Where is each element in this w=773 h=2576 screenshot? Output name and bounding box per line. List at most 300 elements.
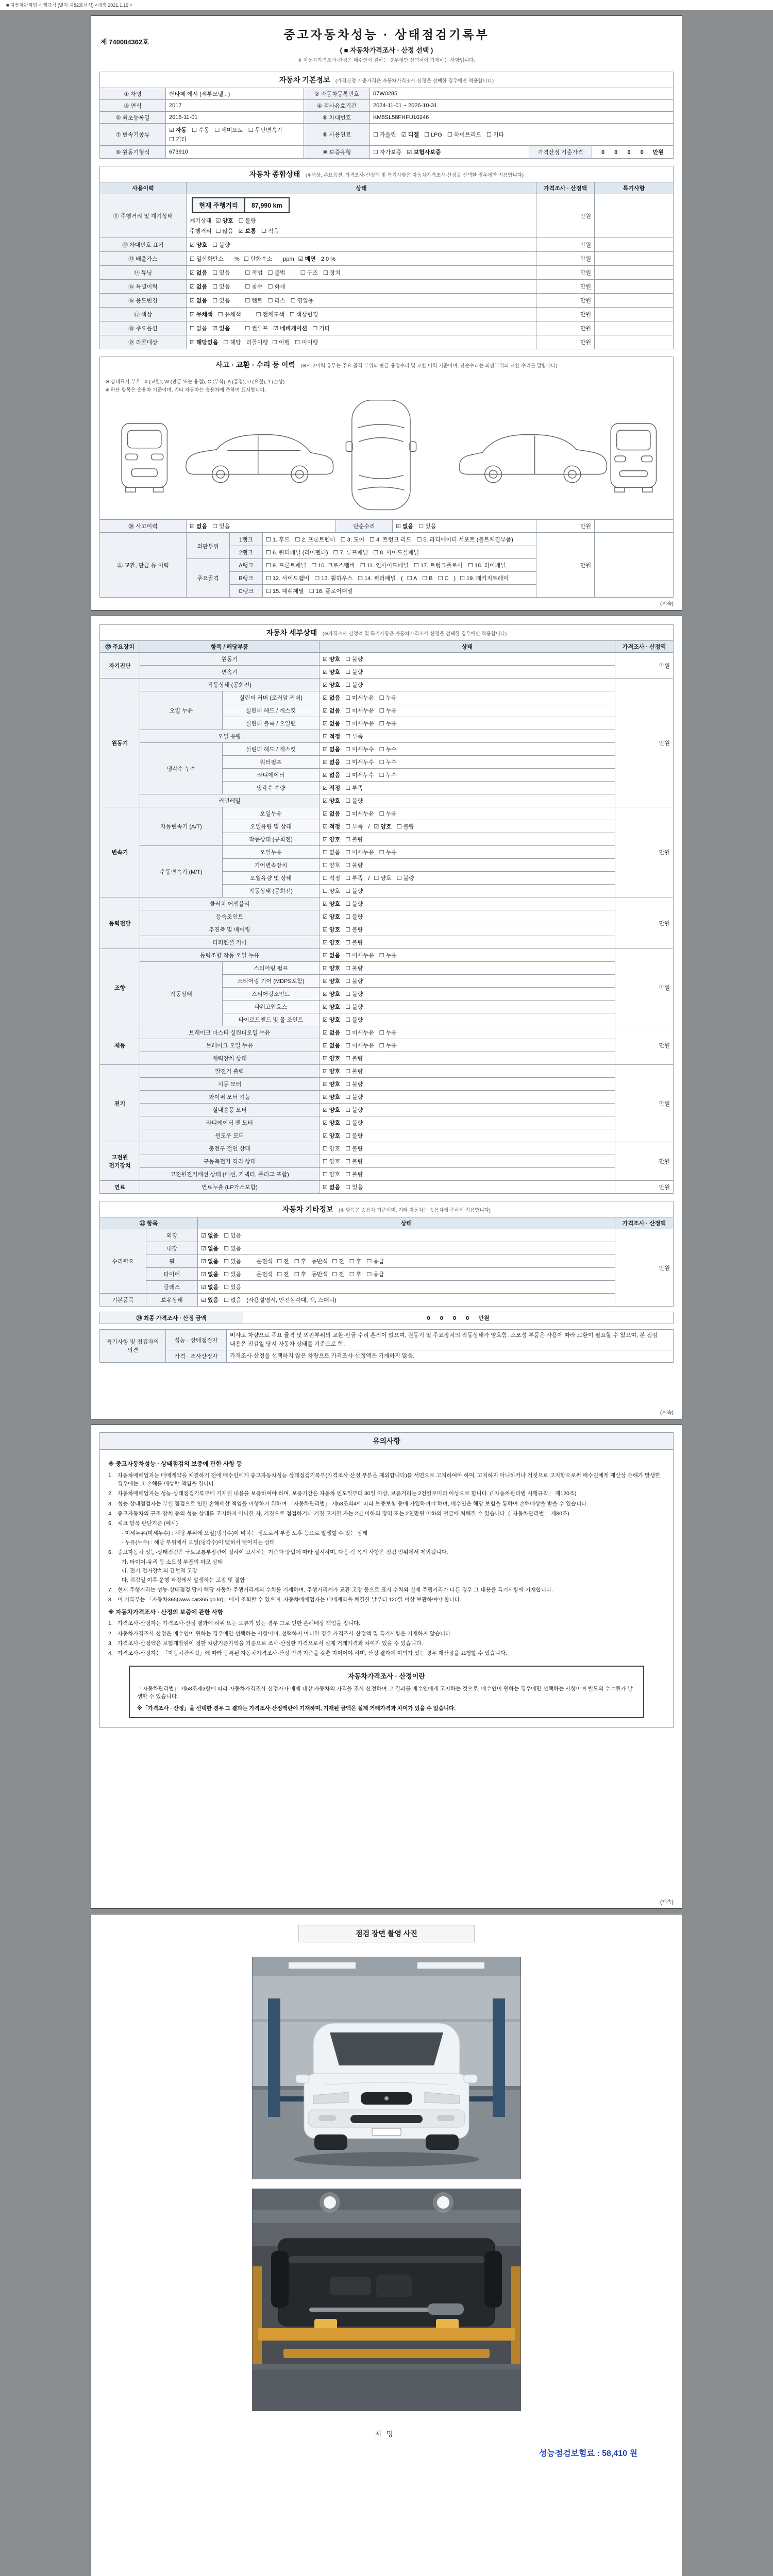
checkbox-option[interactable]: ☐ 후 [349, 1272, 362, 1278]
checkbox-option[interactable]: ☑ 양호 [323, 837, 341, 843]
checkbox-option[interactable]: ☐ 누수 [379, 747, 397, 753]
checkbox-option[interactable]: ☑ 없음 [323, 953, 341, 959]
checkbox-option[interactable]: ☑ 양호 [323, 656, 341, 663]
checkbox-option[interactable]: ☐ 14. 필러패널 [358, 575, 396, 582]
subitem-cell: 라디에이터 [223, 769, 320, 782]
etc-item-label: 외장 [146, 1229, 198, 1242]
car-rear-view [611, 423, 656, 492]
checkbox-option[interactable]: ☐ 미세누유 [345, 850, 374, 856]
checkbox-option[interactable]: ☐ 불량 [345, 927, 363, 933]
insurance-fee [99, 2438, 674, 2459]
subitem-cell: 냉각수 수량 [223, 782, 320, 794]
item-cell: 수동변속기 (M/T) [140, 846, 223, 897]
checkbox-option[interactable]: ☐ 무단변속기 [248, 127, 282, 133]
checkbox-option[interactable]: ☑ 양호 [323, 914, 341, 920]
accident-history-row [100, 520, 674, 533]
opinion-table [99, 1329, 674, 1363]
checkbox-option[interactable]: ☐ 부족 [345, 734, 363, 740]
checkbox-option[interactable]: ☐ 불량 [345, 1017, 363, 1023]
checkbox-option[interactable]: ☑ 양호 [190, 242, 208, 248]
checkbox-option[interactable]: ☐ 있음 [224, 1284, 242, 1291]
detail-row [100, 936, 674, 949]
checkbox-option[interactable]: ☑ 양호 [323, 1056, 341, 1062]
checkbox-option[interactable]: ☐ 있음 [224, 1246, 242, 1252]
checkbox-option[interactable]: ☐ 응급 [366, 1259, 384, 1265]
rankA-options [263, 559, 536, 572]
checkbox-option[interactable]: ☐ 불량 [345, 1069, 363, 1075]
checkbox-option[interactable]: ☐ 있음 [418, 523, 436, 530]
status-text: 주행거리 [190, 228, 212, 234]
checkbox-option[interactable]: ☐ 장치 [323, 270, 341, 276]
accident-history-options [187, 520, 336, 533]
checkbox-option[interactable]: ☐ 불량 [345, 1004, 363, 1010]
special-note-cell [595, 520, 674, 533]
checkbox-option[interactable]: ☐ 누유 [379, 1030, 397, 1036]
checkbox-option[interactable]: ☐ 양호 [374, 875, 392, 882]
subitem-cell: 파워고압호스 [223, 1001, 320, 1013]
checkbox-option[interactable]: ☑ 없음 [190, 284, 208, 290]
checkbox-option[interactable]: ☐ 불량 [212, 242, 230, 248]
checkbox-option[interactable]: ☑ 없음 [201, 1259, 219, 1265]
checkbox-option[interactable]: ☐ 자가보증 [373, 149, 402, 156]
checkbox-option[interactable]: ☑ 매연 [298, 256, 316, 262]
item-cell: 충전구 절연 상태 [140, 1142, 320, 1155]
checkbox-option[interactable]: ☐ 세미오토 [214, 127, 243, 133]
checkbox-option[interactable]: ☐ 6. 쿼터패널 (리어펜더) [266, 550, 328, 556]
checkbox-option[interactable]: ☐ 3. 도어 [340, 537, 365, 543]
checkbox-option[interactable]: ☐ 불량 [345, 1094, 363, 1100]
detail-header-row [100, 641, 674, 653]
etc-item-label: 내장 [146, 1242, 198, 1255]
subitem-cell: 실린더 헤드 / 개스킷 [223, 743, 320, 756]
etc-row [100, 1229, 674, 1242]
checkbox-option[interactable]: ☑ 없음 [323, 1030, 341, 1036]
checkbox-option[interactable]: ☐ 불량 [345, 837, 363, 843]
status-cell [320, 1091, 615, 1104]
checkbox-option[interactable]: ☐ 구조 [300, 270, 318, 276]
checkbox-option[interactable]: ☐ 8. 사이드실패널 [373, 550, 419, 556]
item-cell: 디퍼렌셜 기어 [140, 936, 320, 949]
checkbox-option[interactable]: ☐ 불량 [345, 901, 363, 907]
checkbox-option[interactable]: ☐ 영업용 [290, 298, 314, 304]
checkbox-option[interactable]: ☐ 적정 [323, 875, 341, 882]
car-name-value: 싼타페 에서 (세부모델 : ) [166, 88, 304, 100]
checkbox-option[interactable]: ☐ 불량 [345, 798, 363, 804]
checkbox-option[interactable]: ☐ 있음 [224, 1233, 242, 1239]
checkbox-option[interactable]: ☐ 색상변경 [290, 312, 318, 318]
checkbox-option[interactable]: ☑ 양호 [323, 901, 341, 907]
checkbox-option[interactable]: ☐ 불량 [345, 1056, 363, 1062]
checkbox-option[interactable]: ☐ 1. 후드 [266, 537, 290, 543]
checkbox-option[interactable]: ☐ 불량 [396, 875, 414, 882]
checkbox-option[interactable]: ☐ 누수 [379, 772, 397, 778]
checkbox-option[interactable]: ☑ 있음 [212, 326, 230, 332]
checkbox-option[interactable]: ☐ 부족 [345, 824, 363, 830]
checkbox-option[interactable]: ☑ 양호 [323, 1107, 341, 1113]
checkbox-option[interactable]: ☐ 미이행 [295, 340, 318, 346]
exchange-repair-table [99, 533, 674, 598]
checkbox-option[interactable]: ☐ 불량 [345, 1081, 363, 1088]
checkbox-option[interactable]: ☐ 누유 [379, 695, 397, 701]
checkbox-option[interactable]: ☐ 기타 [169, 137, 187, 143]
checkbox-option[interactable]: ☐ 불법 [267, 270, 285, 276]
checkbox-option[interactable]: ☐ C [438, 575, 449, 582]
status-cell [320, 691, 615, 704]
checkbox-option[interactable]: ☐ 불량 [345, 1159, 363, 1165]
checkbox-option[interactable]: ☑ 양호 [323, 798, 341, 804]
checkbox-option[interactable]: ☐ 5. 라디에이터 서포트 (볼트체결부품) [416, 537, 513, 543]
price-cell: 만원 [615, 1065, 674, 1142]
checkbox-option[interactable]: ☐ 7. 루프패널 [333, 550, 368, 556]
checkbox-option[interactable]: ☐ 미세누수 [345, 759, 374, 766]
checkbox-option[interactable]: ☐ 불량 [345, 965, 363, 972]
checkbox-option[interactable]: ☑ 없음 [323, 747, 341, 753]
status-cell [320, 769, 615, 782]
checkbox-option[interactable]: ☐ 있음 [212, 523, 230, 530]
etc-header-row [100, 1217, 674, 1229]
etc-info-table [99, 1217, 674, 1307]
checkbox-option[interactable]: ☐ 누유 [379, 850, 397, 856]
checkbox-option[interactable]: ☑ 없음 [190, 523, 208, 530]
checkbox-option[interactable]: ☐ 있음 [212, 298, 230, 304]
checkbox-option[interactable]: ☑ 양호 [323, 682, 341, 688]
checkbox-option[interactable]: ☐ 10. 크로스멤버 [311, 563, 355, 569]
document-header [99, 23, 674, 64]
detail-row [100, 1155, 674, 1168]
checkbox-option[interactable]: ☐ 불량 [345, 669, 363, 675]
item-cell: 발전기 출력 [140, 1065, 320, 1078]
inspector-label: 성능 · 상태점검자 [166, 1330, 227, 1350]
vin-value: KM8SL58FHFU10246 [370, 112, 674, 124]
checkbox-option[interactable]: ☐ 후 [349, 1259, 362, 1265]
checkbox-option[interactable]: ☐ 전 [277, 1259, 289, 1265]
checkbox-option[interactable]: ☐ 있음 [224, 1272, 242, 1278]
checkbox-option[interactable]: ☐ 2. 프론트펜더 [295, 537, 335, 543]
etc-item-options [198, 1281, 615, 1294]
checkbox-option[interactable]: ☑ 없음 [323, 811, 341, 817]
etc-item-label: 글래스 [146, 1281, 198, 1294]
field-label: ② 자동차등록번호 [304, 88, 370, 100]
checkbox-option[interactable]: ☑ 양호 [323, 927, 341, 933]
checkbox-option[interactable]: ☑ 적정 [323, 734, 341, 740]
notice-subitem: 나. 전기·전자장치의 간헐적 고장 [122, 1568, 198, 1574]
checkbox-option[interactable]: ☑ 없음 [190, 298, 208, 304]
pricing-definition-text: 「자동차관리법」 제58조제3항에 따라 자동차가격조사·산정자가 매매 대상 자동차의 가격을 조사·산정하여 그 결과를 매수인에게 고지하는 것으로, 매수인이 원하는 경우에만 선택하는 사항이며 별도의 수수료가 발생할 수 있습니다. [137, 1685, 633, 1700]
document-wrap [91, 15, 682, 2576]
checkbox-option[interactable]: ☑ 없음 [323, 1184, 341, 1191]
checkbox-option[interactable]: ☐ 4. 트렁크 리드 [369, 537, 412, 543]
checkbox-option[interactable]: ☐ 9. 프론트패널 [266, 563, 307, 569]
checkbox-option[interactable]: ☐ 기타 [486, 132, 505, 138]
checkbox-option[interactable]: ☑ 없음 [323, 759, 341, 766]
subitem-cell: 오일유량 및 상태 [223, 820, 320, 833]
checkbox-option[interactable]: ☐ 18. 리어패널 [467, 563, 506, 569]
checkbox-option[interactable]: ☐ 16. 플로어패널 [309, 588, 353, 595]
appraiser-opinion-text: 가격조사·산정을 선택하지 않은 차량으로 가격조사·산정액은 기재하지 않음. [227, 1350, 674, 1363]
checkbox-option[interactable]: ☐ 하이브리드 [447, 132, 481, 138]
checkbox-option[interactable]: ☐ 양호 [323, 862, 341, 869]
checkbox-option[interactable]: ☐ 미세누유 [345, 811, 374, 817]
checkbox-option[interactable]: ☑ 양호 [323, 978, 341, 985]
checkbox-option[interactable]: ☑ 양호 [215, 218, 233, 224]
checkbox-option[interactable]: ☑ 보통 [238, 228, 256, 234]
checkbox-option[interactable]: ☐ 있음 [345, 1184, 363, 1191]
model-year-value: 2017 [166, 100, 304, 112]
checkbox-option[interactable]: ☑ 해당없음 [190, 340, 219, 346]
price-cell: 만원 [536, 266, 595, 280]
notice-item [108, 1489, 665, 1498]
status-text: ppm [277, 256, 294, 262]
checkbox-option[interactable]: ☑ 없음 [323, 772, 341, 778]
checkbox-option[interactable]: ☐ 미세누유 [345, 695, 374, 701]
device-group-cell: 자기진단 [100, 653, 140, 679]
checkbox-option[interactable]: ☑ 양호 [323, 1069, 341, 1075]
checkbox-option[interactable]: ☑ 자동 [169, 127, 187, 133]
etc-row [100, 1242, 674, 1255]
checkbox-option[interactable]: ☑ 없음 [396, 523, 414, 530]
checkbox-option[interactable]: ☑ 양호 [323, 991, 341, 997]
checkbox-option[interactable]: ☐ 12. 사이드멤버 [266, 575, 310, 582]
field-label: ⑦ 변속기종류 [100, 124, 166, 146]
status-cell [320, 1129, 615, 1142]
checkbox-option[interactable]: ☐ 전체도색 [256, 312, 285, 318]
notice-item [108, 1630, 665, 1638]
checkbox-option[interactable]: ☐ 적음 [261, 228, 279, 234]
section-accident-title: 사고 · 교환 · 수리 등 이력 [215, 361, 295, 369]
status-line [190, 309, 533, 319]
status-cell [320, 975, 615, 988]
photo-section-title: 점검 장면 촬영 사진 [298, 1925, 475, 1942]
etc-item-label: 휠 [146, 1255, 198, 1268]
column-header: 특기사항 [595, 182, 674, 194]
checkbox-option[interactable]: ☑ 양호 [374, 824, 392, 830]
detail-row [100, 653, 674, 666]
status-cell [320, 1026, 615, 1039]
special-note-cell [595, 308, 674, 321]
detail-row [100, 807, 674, 820]
checkbox-option[interactable]: ☐ 11. 인사이드패널 [360, 563, 409, 569]
checkbox-option[interactable]: ☐ 누수 [379, 759, 397, 766]
checkbox-option[interactable]: ☑ 디젤 [401, 132, 419, 138]
checkbox-option[interactable]: ☐ 불량 [238, 218, 256, 224]
notice-item-number: 1. [108, 1620, 113, 1627]
checkbox-option[interactable]: ☑ 양호 [323, 1133, 341, 1139]
mileage-callout [192, 197, 290, 213]
checkbox-option[interactable]: ☑ 없음 [201, 1233, 219, 1239]
checkbox-option[interactable]: ☐ 있음 [212, 284, 230, 290]
checkbox-option[interactable]: ☑ 없음 [190, 270, 208, 276]
checkbox-option[interactable]: ☑ 양호 [323, 669, 341, 675]
checkbox-option[interactable]: ☐ 미세누유 [345, 721, 374, 727]
checkbox-option[interactable]: ☐ 미세누유 [345, 1043, 374, 1049]
basic-items-state-label: 보유상태 [146, 1294, 198, 1307]
checkbox-option[interactable]: ☐ 양호 [323, 1172, 341, 1178]
opinion-row [100, 1330, 674, 1350]
checkbox-option[interactable]: ☐ 응급 [366, 1272, 384, 1278]
status-cell [320, 1078, 615, 1091]
status-cell [320, 704, 615, 717]
base-price-digits: 0 0 0 0 [601, 149, 648, 156]
section-accident-note: (※사고이력 유무는 주요 골격 부위의 판금·용접수리 및 교환 이력 기준이며, 단순수리는 외판부위의 교환·수리를 말합니다) [300, 363, 558, 369]
checkbox-option[interactable]: ☐ 13. 휠하우스 [314, 575, 353, 582]
checkbox-option[interactable]: ☐ 전 [277, 1272, 289, 1278]
checkbox-option[interactable]: ☐ 이행 [272, 340, 290, 346]
basic-info-table [99, 88, 674, 159]
checkbox-option[interactable]: ☐ 불량 [345, 1120, 363, 1126]
checkbox-option[interactable]: ☐ 양호 [323, 1159, 341, 1165]
checkbox-option[interactable]: ☐ 불량 [345, 682, 363, 688]
checkbox-option[interactable]: ☑ 없음 [323, 695, 341, 701]
checkbox-option[interactable]: ☐ 미세누유 [345, 1030, 374, 1036]
item-label-cell: ⑪ 주행거리 및 계기상태 [100, 194, 187, 238]
rankC-options [263, 585, 536, 598]
checkbox-option[interactable]: ☑ 없음 [201, 1272, 219, 1278]
checkbox-option[interactable]: ☑ 양호 [323, 1017, 341, 1023]
checkbox-option[interactable]: ☐ 있음 [212, 270, 230, 276]
checkbox-option[interactable]: ☐ A [407, 575, 417, 582]
checkbox-option[interactable]: ☐ 없음 [323, 850, 341, 856]
checkbox-option[interactable]: ☐ 유채색 [217, 312, 241, 318]
checkbox-option[interactable]: ☐ 적법 [245, 270, 263, 276]
checkbox-option[interactable]: ☐ 불량 [345, 1133, 363, 1139]
checkbox-option[interactable]: ☐ 불량 [345, 978, 363, 985]
final-price-table [99, 1312, 674, 1324]
item-label-cell: ⑰ 색상 [100, 308, 187, 321]
price-cell: 만원 [536, 194, 595, 238]
checkbox-option[interactable]: ☐ 침수 [245, 284, 263, 290]
notice-item-number: 3. [108, 1640, 113, 1647]
checkbox-option[interactable]: ☐ 불량 [345, 1107, 363, 1113]
checkbox-option[interactable]: ☐ 부족 [345, 785, 363, 791]
checkbox-option[interactable]: ☐ 양호 [323, 1146, 341, 1152]
price-cell: 만원 [615, 653, 674, 679]
etc-row [100, 1268, 674, 1281]
checkbox-option[interactable]: ☑ 양호 [323, 940, 341, 946]
checkbox-option[interactable]: ☐ B [422, 575, 433, 582]
special-note-cell [595, 238, 674, 252]
checkbox-option[interactable]: ☑ 양호 [323, 1094, 341, 1100]
item-cell: 구동축전지 격리 상태 [140, 1155, 320, 1168]
checkbox-option[interactable]: ☐ 후 [294, 1259, 307, 1265]
checkbox-option[interactable]: ☐ 미세누유 [345, 953, 374, 959]
form-reference-strip [0, 0, 773, 10]
checkbox-option[interactable]: ☐ LPG [424, 132, 442, 138]
special-note-cell [595, 321, 674, 335]
checkbox-option[interactable]: ☑ 적정 [323, 785, 341, 791]
checkbox-option[interactable]: ☑ 무채색 [190, 312, 213, 318]
checkbox-option[interactable]: ☐ 없음 [190, 326, 208, 332]
checkbox-option[interactable]: ☐ 후 [294, 1272, 307, 1278]
checkbox-option[interactable]: ☐ 불량 [345, 656, 363, 663]
notice-item [108, 1619, 665, 1628]
checkbox-option[interactable]: ☑ 보험사보증 [407, 149, 441, 156]
checkbox-option[interactable]: ☐ 전 [332, 1259, 344, 1265]
detail-row [100, 1078, 674, 1091]
checkbox-option[interactable]: ☑ 양호 [323, 1004, 341, 1010]
price-cell: 만원 [536, 321, 595, 335]
checkbox-option[interactable]: ☑ 있음 [201, 1297, 219, 1303]
checkbox-option[interactable]: ☐ 불량 [345, 1146, 363, 1152]
checkbox-option[interactable]: ☐ 15. 대쉬패널 [266, 588, 304, 595]
checkbox-option[interactable]: ☐ 렌트 [245, 298, 263, 304]
checkbox-option[interactable]: ☐ 불량 [345, 888, 363, 894]
checkbox-option[interactable]: ☑ 네비게이션 [273, 326, 308, 332]
subitem-cell: 기어변속장치 [223, 859, 320, 872]
item-cell: 변속기 [140, 666, 320, 679]
item-cell: 배력장치 상태 [140, 1052, 320, 1065]
detail-row [100, 1065, 674, 1078]
checkbox-option[interactable]: ☐ 불량 [345, 914, 363, 920]
checkbox-option[interactable]: ☐ 수동 [192, 127, 210, 133]
checkbox-option[interactable]: ☐ 불량 [345, 862, 363, 869]
checkbox-option[interactable]: ☐ 누유 [379, 721, 397, 727]
basic-row [100, 112, 674, 124]
checkbox-option[interactable]: ☐ 불량 [345, 991, 363, 997]
checkbox-option[interactable]: ☐ 썬루프 [245, 326, 268, 332]
item-cell: 오일 유량 [140, 730, 320, 743]
checkbox-option[interactable]: ☐ 미세누수 [345, 772, 374, 778]
checkbox-option[interactable]: ☐ 없음 [224, 1297, 242, 1303]
checkbox-option[interactable]: ☑ 없음 [201, 1246, 219, 1252]
checkbox-option[interactable]: ☐ 있음 [224, 1259, 242, 1265]
accident-diagram-box [99, 372, 674, 519]
checkbox-option[interactable]: ☑ 적정 [323, 824, 341, 830]
column-header: 가격조사 · 산정액 [536, 182, 595, 194]
notice-item [108, 1639, 665, 1648]
status-cell [320, 1168, 615, 1181]
checkbox-option[interactable]: ☐ 가솔린 [373, 132, 396, 138]
checkbox-option[interactable]: ☐ 리스 [267, 298, 285, 304]
checkbox-option[interactable]: ☐ 누유 [379, 708, 397, 714]
checkbox-option[interactable]: ☐ 누유 [379, 811, 397, 817]
checkbox-option[interactable]: ☐ 일산화탄소 [190, 256, 224, 262]
checkbox-option[interactable]: ☐ 전 [332, 1272, 344, 1278]
checkbox-option[interactable]: ☐ 부족 [345, 875, 363, 882]
checkbox-option[interactable]: ☑ 없음 [323, 1043, 341, 1049]
etc-row [100, 1255, 674, 1268]
checkbox-option[interactable]: ☐ 19. 패키지트레이 [460, 575, 509, 582]
item-cell: 연료누출 (LP가스포함) [140, 1181, 320, 1194]
checkbox-option[interactable]: ☐ 화재 [267, 284, 285, 290]
checkbox-option[interactable]: ☑ 없음 [201, 1284, 219, 1291]
overall-row [100, 280, 674, 294]
status-text: % [229, 256, 240, 262]
field-label: ⑧ 사용연료 [304, 124, 370, 146]
checkbox-option[interactable]: ☐ 양호 [323, 888, 341, 894]
checkbox-option[interactable]: ☐ 해당 [223, 340, 241, 346]
checkbox-option[interactable]: ☐ 누유 [379, 953, 397, 959]
notice-title: 유의사항 [99, 1432, 674, 1450]
checkbox-option[interactable]: ☑ 없음 [323, 721, 341, 727]
rank-label: B랭크 [230, 572, 263, 585]
checkbox-option[interactable]: ☐ 많음 [215, 228, 233, 234]
checkbox-option[interactable]: ☐ 누유 [379, 1043, 397, 1049]
checkbox-option[interactable]: ☐ 불량 [345, 940, 363, 946]
checkbox-option[interactable]: ☐ 탄화수소 [243, 256, 273, 262]
checkbox-option[interactable]: ☐ 불량 [345, 1172, 363, 1178]
checkbox-option[interactable]: ☑ 없음 [323, 708, 341, 714]
price-cell: 만원 [615, 807, 674, 897]
checkbox-option[interactable]: ☑ 양호 [323, 965, 341, 972]
checkbox-option[interactable]: ☐ 17. 트렁크플로어 [413, 563, 463, 569]
checkbox-option[interactable]: ☐ 미세누유 [345, 708, 374, 714]
checkbox-option[interactable]: ☑ 양호 [323, 1081, 341, 1088]
checkbox-option[interactable]: ☐ 기타 [312, 326, 330, 332]
checkbox-option[interactable]: ☐ 미세누수 [345, 747, 374, 753]
device-group-cell: 제동 [100, 1026, 140, 1065]
checkbox-option[interactable]: ☐ 불량 [396, 824, 414, 830]
checkbox-option[interactable]: ☑ 양호 [323, 1120, 341, 1126]
